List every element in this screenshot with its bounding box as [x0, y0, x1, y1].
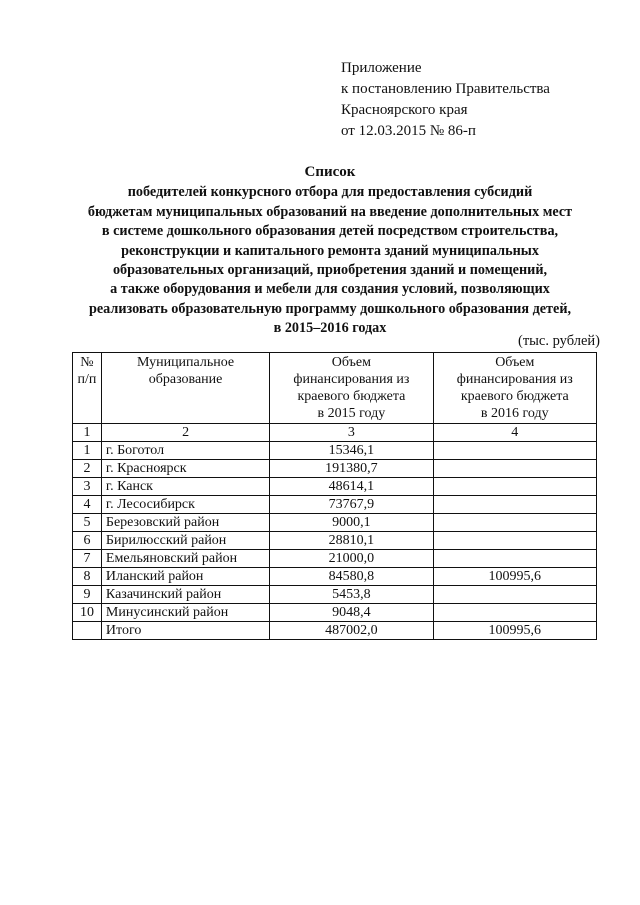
- total-num-empty: [73, 622, 102, 640]
- row-municipality: Березовский район: [101, 514, 269, 532]
- row-2015: 9048,4: [270, 604, 433, 622]
- column-number: 3: [270, 424, 433, 442]
- header-line: финансирования из: [293, 372, 410, 387]
- row-municipality: Иланский район: [101, 568, 269, 586]
- header-line: п/п: [77, 372, 97, 387]
- row-2016: [433, 496, 596, 514]
- row-2016: [433, 514, 596, 532]
- title-line: в 2015–2016 годах: [273, 320, 387, 337]
- table-row: [73, 568, 597, 586]
- row-num: 5: [73, 514, 102, 532]
- column-number: 1: [73, 424, 102, 442]
- row-2015: 5453,8: [270, 586, 433, 604]
- appendix-block: [341, 58, 550, 142]
- table-row: [73, 514, 597, 532]
- row-2016: [433, 604, 596, 622]
- title-line: бюджетам муниципальных образований на введение дополнительных мест: [87, 203, 573, 220]
- row-num: 2: [73, 460, 102, 478]
- row-municipality: Минусинский район: [101, 604, 269, 622]
- appendix-line: Красноярского края: [341, 102, 468, 118]
- row-num: 4: [73, 496, 102, 514]
- title-line: в системе дошкольного образования детей посредством строительства,: [101, 223, 559, 240]
- table-row: [73, 586, 597, 604]
- title-line: а также оборудования и мебели для создания условий, позволяющих: [110, 281, 550, 298]
- total-2015: 487002,0: [270, 622, 433, 640]
- row-num: 6: [73, 532, 102, 550]
- header-2016: [433, 353, 596, 424]
- funding-table: [72, 352, 597, 640]
- row-2016: [433, 460, 596, 478]
- table-header-row: [73, 353, 597, 424]
- row-municipality: Казачинский район: [101, 586, 269, 604]
- title-main: Список: [304, 164, 356, 180]
- row-municipality: г. Канск: [101, 478, 269, 496]
- units-label: (тыс. рублей): [518, 333, 600, 349]
- row-2015: 15346,1: [270, 442, 433, 460]
- header-line: краевого бюджета: [297, 389, 406, 404]
- header-line: финансирования из: [456, 372, 573, 387]
- table-row: [73, 478, 597, 496]
- row-2015: 84580,8: [270, 568, 433, 586]
- title-line: образовательных организаций, приобретения зданий и помещений,: [112, 262, 548, 279]
- table-row: [73, 460, 597, 478]
- row-municipality: Емельяновский район: [101, 550, 269, 568]
- row-num: 8: [73, 568, 102, 586]
- appendix-line: Приложение: [341, 60, 422, 76]
- header-municipality: [101, 353, 269, 424]
- header-line: в 2016 году: [480, 406, 549, 421]
- row-2016: [433, 586, 596, 604]
- header-line: №: [80, 355, 94, 370]
- row-2015: 73767,9: [270, 496, 433, 514]
- table-row: [73, 604, 597, 622]
- header-line: в 2015 году: [317, 406, 386, 421]
- row-2015: 191380,7: [270, 460, 433, 478]
- table-row: [73, 532, 597, 550]
- row-municipality: г. Лесосибирск: [101, 496, 269, 514]
- column-number: 2: [101, 424, 269, 442]
- table-row: [73, 550, 597, 568]
- row-municipality: Бирилюсский район: [101, 532, 269, 550]
- row-num: 3: [73, 478, 102, 496]
- title-line: победителей конкурсного отбора для предоставления субсидий: [127, 184, 533, 201]
- table-row: [73, 496, 597, 514]
- row-2016: 100995,6: [433, 568, 596, 586]
- row-num: 1: [73, 442, 102, 460]
- total-row: [73, 622, 597, 640]
- row-2015: 21000,0: [270, 550, 433, 568]
- total-2016: 100995,6: [433, 622, 596, 640]
- header-line: Объем: [495, 355, 535, 370]
- header-2015: [270, 353, 433, 424]
- row-municipality: г. Боготол: [101, 442, 269, 460]
- row-2016: [433, 442, 596, 460]
- row-municipality: г. Красноярск: [101, 460, 269, 478]
- row-2015: 48614,1: [270, 478, 433, 496]
- header-line: Объем: [331, 355, 371, 370]
- appendix-line: к постановлению Правительства: [341, 81, 550, 97]
- document-title: [40, 163, 620, 339]
- row-2015: 28810,1: [270, 532, 433, 550]
- header-num: [73, 353, 102, 424]
- row-num: 7: [73, 550, 102, 568]
- row-num: 10: [73, 604, 102, 622]
- header-line: образование: [148, 372, 223, 387]
- header-line: краевого бюджета: [460, 389, 569, 404]
- row-2016: [433, 478, 596, 496]
- column-number-row: [73, 424, 597, 442]
- title-line: реконструкции и капитального ремонта зданий муниципальных: [121, 242, 539, 259]
- row-2016: [433, 532, 596, 550]
- appendix-line: от 12.03.2015 № 86-п: [341, 123, 476, 139]
- row-num: 9: [73, 586, 102, 604]
- column-number: 4: [433, 424, 596, 442]
- title-line: реализовать образовательную программу дошкольного образования детей,: [88, 300, 572, 317]
- header-line: Муниципальное: [136, 355, 235, 370]
- table-row: [73, 442, 597, 460]
- row-2015: 9000,1: [270, 514, 433, 532]
- row-2016: [433, 550, 596, 568]
- total-label: Итого: [101, 622, 269, 640]
